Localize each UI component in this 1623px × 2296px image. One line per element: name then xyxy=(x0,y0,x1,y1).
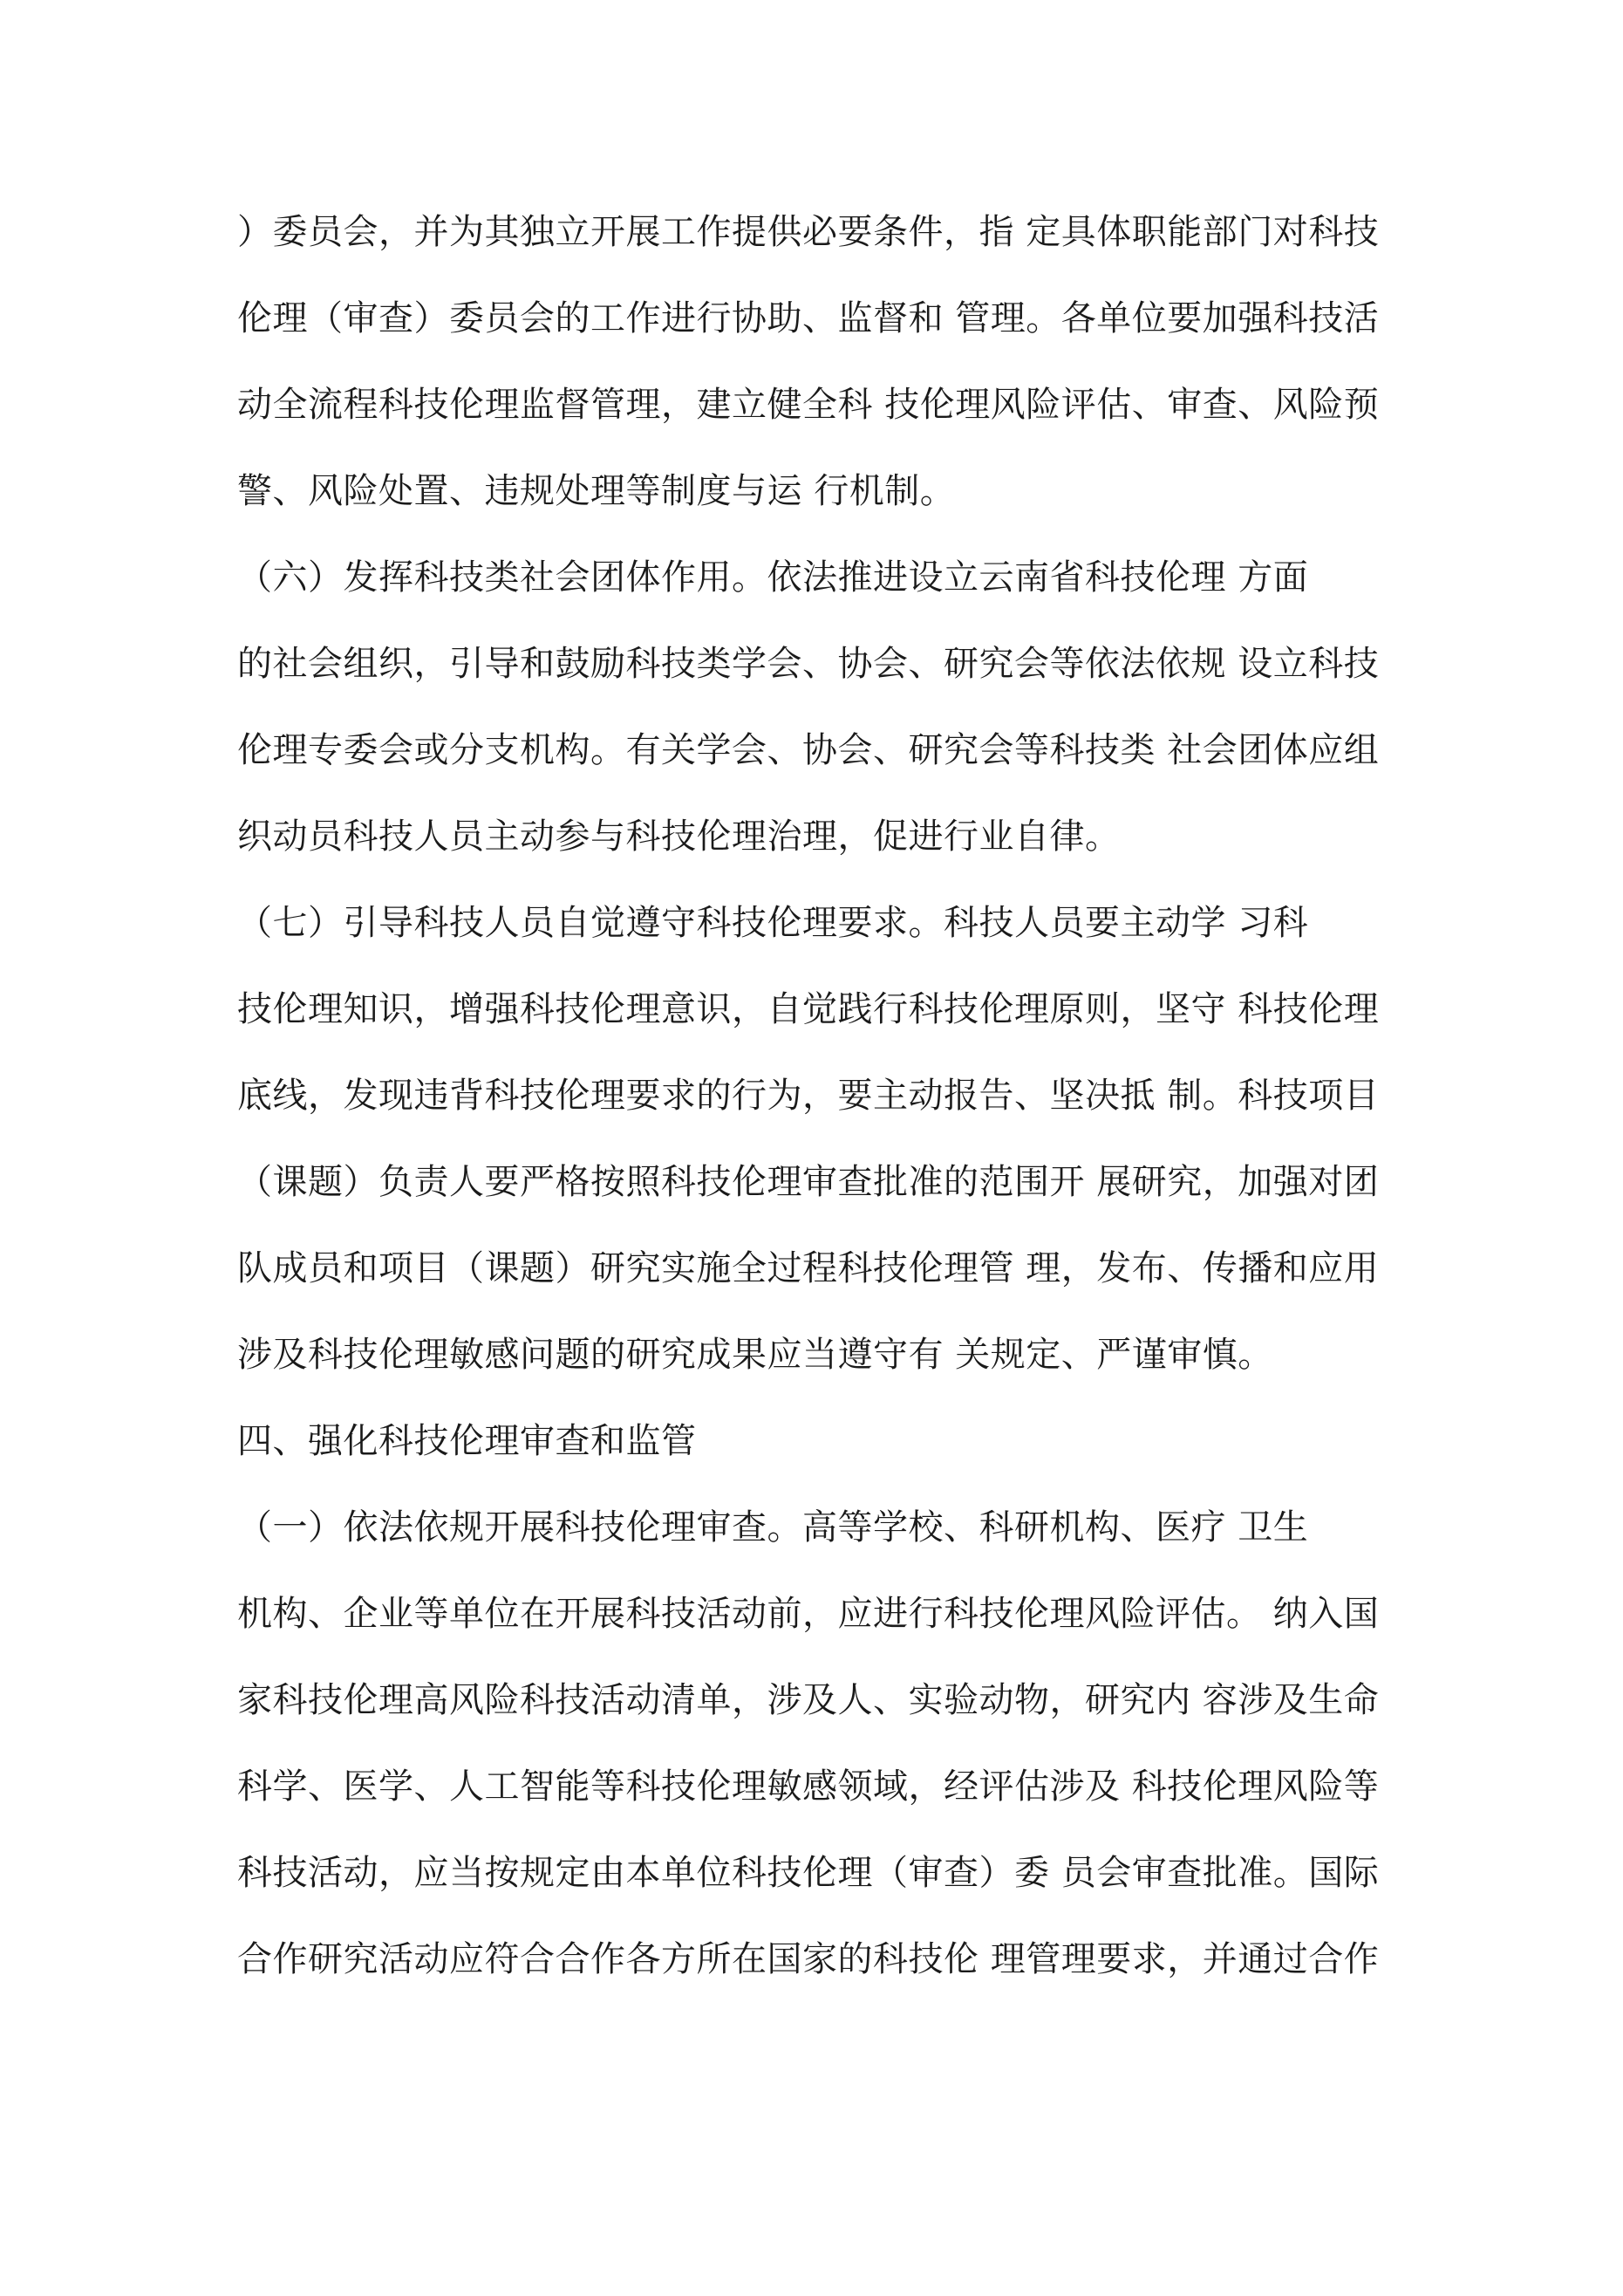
text-line: ）委员会，并为其独立开展工作提供必要条件，指 定具体职能部门对科技 xyxy=(237,212,1380,252)
text-line: 警、风险处置、违规处理等制度与运 行机制。 xyxy=(237,471,956,511)
text-line: （六）发挥科技类社会团体作用。依法推进设立云南省科技伦理 方面 xyxy=(237,557,1309,598)
text-line: 伦理（审查）委员会的工作进行协助、监督和 管理。各单位要加强科技活 xyxy=(237,298,1380,338)
text-line: （课题）负责人要严格按照科技伦理审查批准的范围开 展研究，加强对团 xyxy=(237,1162,1380,1202)
text-line: 科技活动，应当按规定由本单位科技伦理（审查）委 员会审查批准。国际 xyxy=(237,1853,1380,1893)
text-line: 织动员科技人员主动参与科技伦理治理，促进行业自律。 xyxy=(237,817,1121,857)
text-line: 合作研究活动应符合合作各方所在国家的科技伦 理管理要求，并通过合作 xyxy=(237,1939,1380,1979)
text-line: 涉及科技伦理敏感问题的研究成果应当遵守有 关规定、严谨审慎。 xyxy=(237,1335,1273,1375)
text-line: 技伦理知识，增强科技伦理意识，自觉践行科技伦理原则，坚守 科技伦理 xyxy=(237,989,1380,1029)
section-heading: 四、强化科技伦理审查和监管 xyxy=(237,1421,697,1461)
text-line: （七）引导科技人员自觉遵守科技伦理要求。科技人员要主动学 习科 xyxy=(237,903,1309,943)
text-line: 动全流程科技伦理监督管理，建立健全科 技伦理风险评估、审查、风险预 xyxy=(237,385,1380,425)
text-line: 伦理专委会或分支机构。有关学会、协会、研究会等科技类 社会团体应组 xyxy=(237,730,1380,770)
text-line: 科学、医学、人工智能等科技伦理敏感领域，经评估涉及 科技伦理风险等 xyxy=(237,1766,1380,1807)
text-line: 底线，发现违背科技伦理要求的行为，要主动报告、坚决抵 制。科技项目 xyxy=(237,1076,1380,1116)
text-line: 家科技伦理高风险科技活动清单，涉及人、实验动物，研究内 容涉及生命 xyxy=(237,1680,1380,1720)
text-line: 的社会组织，引导和鼓励科技类学会、协会、研究会等依法依规 设立科技 xyxy=(237,644,1380,684)
text-line: 机构、企业等单位在开展科技活动前，应进行科技伦理风险评估。 纳入国 xyxy=(237,1594,1380,1634)
text-line: 队成员和项目（课题）研究实施全过程科技伦理管 理，发布、传播和应用 xyxy=(237,1248,1380,1288)
text-line: （一）依法依规开展科技伦理审查。高等学校、科研机构、医疗 卫生 xyxy=(237,1507,1309,1548)
